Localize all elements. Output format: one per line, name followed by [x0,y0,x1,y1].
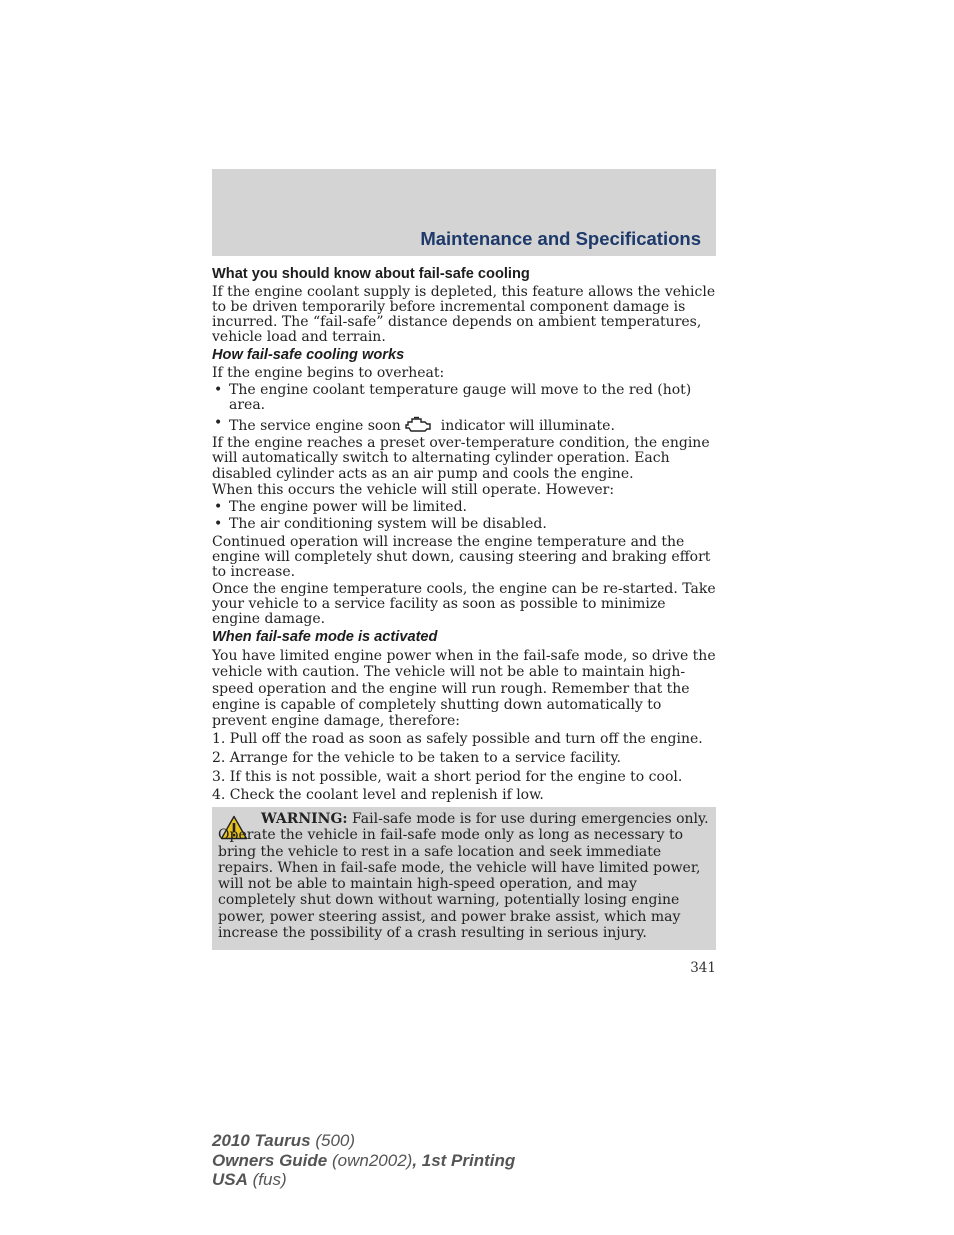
warning-text [218,811,710,941]
list-item: 2. Arrange for the vehicle to be taken to a service facility. [212,750,622,767]
intro-paragraph: If the engine coolant supply is depleted, this feature allows the vehicle to be driven temporarily before incremental component damage is incurred. The “fail-safe” distance depends on ambient temperatures, vehicle load and terrain. [212,283,716,346]
overheat-list [212,383,716,435]
footer-guide-code: (own2002) [331,1150,413,1170]
footer-line-1 [212,1131,515,1151]
activated-paragraph: You have limited engine power when in the fail-safe mode, so drive the vehicle with caution. The vehicle will not be able to maintain high-speed operation and the engine will run rough. Remember that the engine is capable of completely shutting down automatically to prevent engine damage, therefore: [212,647,716,730]
page-header-title: Maintenance and Specifications [420,228,701,249]
restart-paragraph: Once the engine temperature cools, the engine can be re-started. Take your vehicle to a service facility as soon as possible to minimize engine damage. [212,580,716,628]
page-number: 341 [690,960,716,976]
main-content [212,266,716,806]
subsection-title-activated: When fail-safe mode is activated [212,629,438,646]
engine-icon [403,416,433,434]
section-title: What you should know about fail-safe cooling [212,266,530,282]
list-item: 4. Check the coolant level and replenish if low. [212,787,544,804]
continued-operation-paragraph: Continued operation will increase the engine temperature and the engine will completely shut down, causing steering and braking effort to increase. [212,533,711,581]
list-item [212,517,716,532]
footer-model-code: (500) [315,1131,356,1150]
warning-body: Fail-safe mode is for use during emergencies only. Operate the vehicle in fail-safe mode only as long as necessary to bring the vehicle to rest in a safe location and seek immediate repairs. When in fail-safe mode, the vehicle will have limited power, will not be able to maintain high-speed operation, and may completely shut down without warning, potentially losing engine power, power steering assist, and power brake assist, which may increase the possibility of a crash resulting in serious injury. [218,811,709,942]
footer-model: 2010 Taurus [212,1131,311,1150]
steps-list [212,731,716,803]
list-item-text: The engine power will be limited. [229,499,467,516]
footer-line-2 [212,1151,515,1171]
footer-market-code: (fus) [252,1170,287,1189]
list-item [212,416,716,434]
list-item-text: The service engine soon [229,418,401,435]
list-item-text: The engine coolant temperature gauge will move to the red (hot) area. [229,381,692,413]
list-item [212,383,716,413]
list-item [212,500,716,515]
list-item-text: indicator will illuminate. [440,418,615,435]
subsection-title-how-works: How fail-safe cooling works [212,347,405,364]
footer-line-3 [212,1170,515,1190]
footer-printing: , 1st Printing [412,1150,516,1170]
warning-label: WARNING: [261,811,348,827]
limits-list [212,500,716,532]
overheat-lead: If the engine begins to overheat: [212,364,445,381]
overtemp-paragraph: If the engine reaches a preset over-temperature condition, the engine will automatically switch to alternating cylinder operation. Each disabled cylinder acts as an air pump and cools the engine. [212,435,710,482]
header-band [212,169,716,256]
list-item: 1. Pull off the road as soon as safely possible and turn off the engine. [212,731,703,748]
list-item: 3. If this is not possible, wait a short period for the engine to cool. [212,768,683,785]
footer [212,1131,515,1190]
still-operate-paragraph: When this occurs the vehicle will still operate. However: [212,482,615,499]
footer-guide: Owners Guide [212,1150,328,1170]
footer-market: USA [212,1170,248,1189]
warning-box [212,807,716,950]
list-item-text: The air conditioning system will be disabled. [229,516,547,533]
